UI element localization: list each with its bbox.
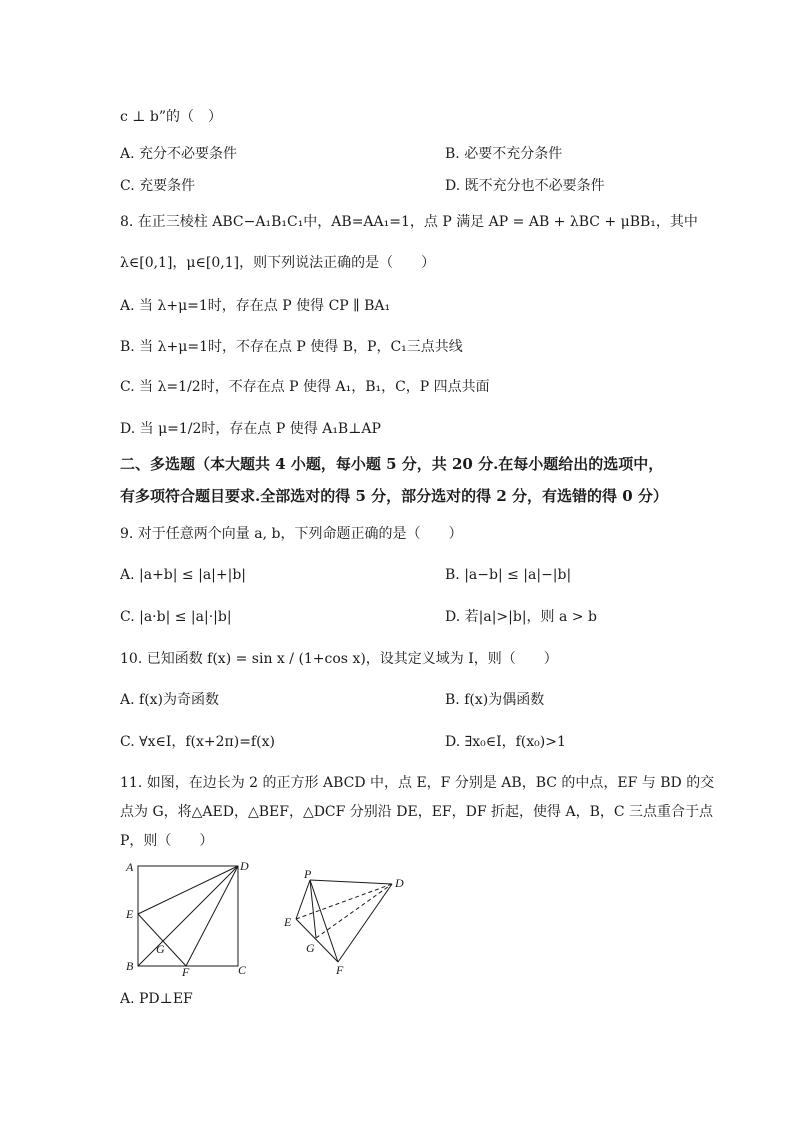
edge-ed-dashed xyxy=(296,884,392,919)
q10-option-c: C. ∀x∈I，f(x+2π)=f(x) xyxy=(120,734,275,750)
segment-bd xyxy=(138,866,238,966)
q8-option-b: B. 当 λ+μ=1时，不存在点 P 使得 B，P，C₁三点共线 xyxy=(120,339,463,355)
tetrahedron-figure xyxy=(280,866,420,978)
q11-option-a: A. PD⊥EF xyxy=(120,991,193,1007)
section2-heading-line1: 二、多选题（本大题共 4 小题，每小题 5 分，共 20 分.在每小题给出的选项中， xyxy=(120,455,664,473)
edge-pd xyxy=(310,880,392,884)
q7-option-a: A. 充分不必要条件 xyxy=(120,146,238,162)
q11-stem-line1: 11. 如图，在边长为 2 的正方形 ABCD 中，点 E，F 分别是 AB，BC 的中点，EF 与 BD 的交 xyxy=(120,775,715,791)
q10-stem: 10. 已知函数 f(x) = sin x / (1+cos x)，设其定义域为 I，则（ ） xyxy=(120,651,558,667)
q8-option-a: A. 当 λ+μ=1时，存在点 P 使得 CP ∥ BA₁ xyxy=(120,298,391,314)
edge-df xyxy=(338,884,392,962)
q10-option-d: D. ∃x₀∈I，f(x₀)>1 xyxy=(445,734,566,750)
q9-option-d: D. 若|a|>|b|，则 a > b xyxy=(445,609,597,625)
section2-heading-line2: 有多项符合题目要求.全部选对的得 5 分，部分选对的得 2 分，有选错的得 0 分） xyxy=(120,487,668,505)
q8-stem-line1: 8. 在正三棱柱 ABC−A₁B₁C₁中，AB=AA₁=1，点 P 满足 AP = AB + λBC + μBB₁，其中 xyxy=(120,214,698,230)
q8-option-c: C. 当 λ=1/2时，不存在点 P 使得 A₁，B₁，C，P 四点共面 xyxy=(120,379,490,395)
square-figure xyxy=(120,856,260,978)
label-d: D xyxy=(240,859,249,873)
q7-option-c: C. 充要条件 xyxy=(120,178,196,194)
label-a: A xyxy=(126,860,134,874)
edge-pe xyxy=(296,880,310,919)
q10-option-a: A. f(x)为奇函数 xyxy=(120,692,220,708)
label-b: B xyxy=(126,959,134,973)
label-f: F xyxy=(336,963,344,977)
q7-option-d: D. 既不充分也不必要条件 xyxy=(445,178,605,194)
segment-fd xyxy=(186,866,238,966)
label-f: F xyxy=(182,965,190,978)
q7-option-b: B. 必要不充分条件 xyxy=(445,146,563,162)
segment-ed xyxy=(138,866,238,914)
q7-stem-tail: c ⊥ b”的（ ） xyxy=(120,109,223,125)
label-e: E xyxy=(126,907,134,921)
label-d: D xyxy=(395,876,404,890)
q9-option-a: A. |a+b| ≤ |a|+|b| xyxy=(120,567,247,583)
q11-stem-line3: P，则（ ） xyxy=(120,833,214,849)
q9-option-c: C. |a·b| ≤ |a|·|b| xyxy=(120,609,232,625)
edge-ef xyxy=(296,919,338,962)
q8-option-d: D. 当 μ=1/2时，存在点 P 使得 A₁B⊥AP xyxy=(120,421,381,437)
label-g: G xyxy=(306,941,315,955)
q9-option-b: B. |a−b| ≤ |a|−|b| xyxy=(445,567,572,583)
q9-stem: 9. 对于任意两个向量 a, b，下列命题正确的是（ ） xyxy=(120,526,463,542)
label-g: G xyxy=(156,942,165,956)
q11-stem-line2: 点为 G，将△AED，△BEF，△DCF 分别沿 DE，EF，DF 折起，使得 A，B，C 三点重合于点 xyxy=(120,804,714,820)
q8-stem-line2: λ∈[0,1]，μ∈[0,1]，则下列说法正确的是（ ） xyxy=(120,255,436,271)
q10-option-b: B. f(x)为偶函数 xyxy=(445,692,545,708)
label-e: E xyxy=(284,915,292,929)
label-p: P xyxy=(304,867,312,881)
label-c: C xyxy=(238,963,247,977)
